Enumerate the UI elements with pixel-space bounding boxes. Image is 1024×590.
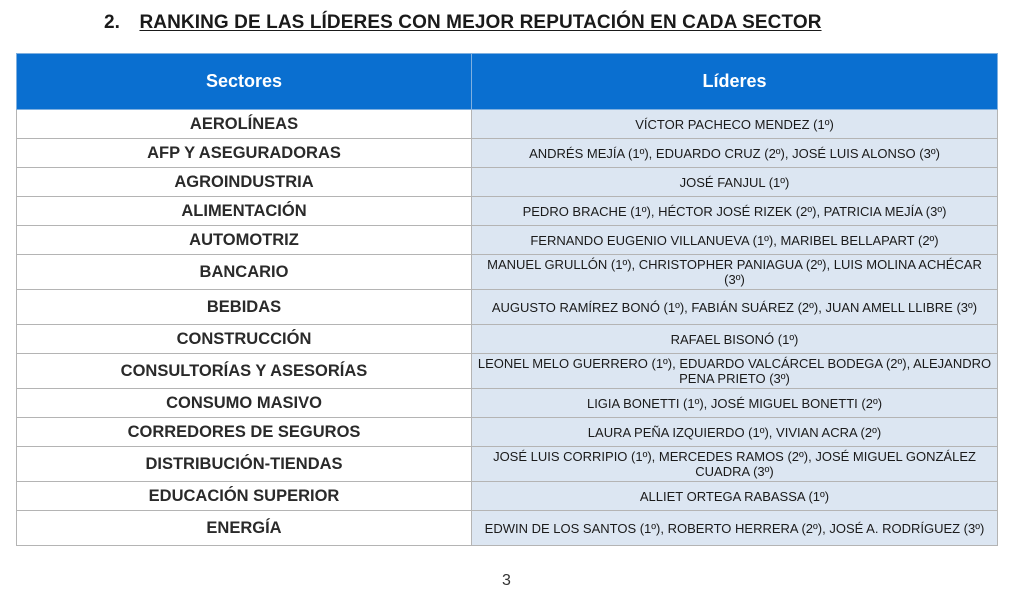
page-number: 3 xyxy=(502,572,511,589)
table-row xyxy=(17,255,998,290)
sector-cell: BANCARIO xyxy=(17,255,472,290)
leaders-cell: ALLIET ORTEGA RABASSA (1º) xyxy=(472,482,998,511)
leaders-cell: RAFAEL BISONÓ (1º) xyxy=(472,325,998,354)
leaders-cell: AUGUSTO RAMÍREZ BONÓ (1º), FABIÁN SUÁREZ (2º), JUAN AMELL LLIBRE (3º) xyxy=(472,290,998,325)
sector-cell: BEBIDAS xyxy=(17,290,472,325)
sector-cell: DISTRIBUCIÓN-TIENDAS xyxy=(17,447,472,482)
table-row xyxy=(17,418,998,447)
table-row xyxy=(17,168,998,197)
sector-cell: ALIMENTACIÓN xyxy=(17,197,472,226)
sector-cell: CONSTRUCCIÓN xyxy=(17,325,472,354)
leaders-cell: LEONEL MELO GUERRERO (1º), EDUARDO VALCÁRCEL BODEGA (2º), ALEJANDRO PENA PRIETO (3º) xyxy=(472,354,998,389)
leaders-cell: ANDRÉS MEJÍA (1º), EDUARDO CRUZ (2º), JOSÉ LUIS ALONSO (3º) xyxy=(472,139,998,168)
sector-cell: ENERGÍA xyxy=(17,511,472,546)
section-number: 2. xyxy=(104,12,121,33)
table-header-row xyxy=(17,54,998,110)
leaders-cell: VÍCTOR PACHECO MENDEZ (1º) xyxy=(472,110,998,139)
sector-cell: EDUCACIÓN SUPERIOR xyxy=(17,482,472,511)
leaders-cell: JOSÉ FANJUL (1º) xyxy=(472,168,998,197)
ranking-table xyxy=(16,53,998,546)
sector-cell: AGROINDUSTRIA xyxy=(17,168,472,197)
leaders-cell: LIGIA BONETTI (1º), JOSÉ MIGUEL BONETTI (2º) xyxy=(472,389,998,418)
table-row xyxy=(17,226,998,255)
table-row xyxy=(17,482,998,511)
leaders-cell: PEDRO BRACHE (1º), HÉCTOR JOSÉ RIZEK (2º), PATRICIA MEJÍA (3º) xyxy=(472,197,998,226)
section-title: RANKING DE LAS LÍDERES CON MEJOR REPUTACIÓN EN CADA SECTOR xyxy=(139,12,822,33)
leaders-cell: MANUEL GRULLÓN (1º), CHRISTOPHER PANIAGUA (2º), LUIS MOLINA ACHÉCAR (3º) xyxy=(472,255,998,290)
header-lideres: Líderes xyxy=(472,54,998,110)
table-row xyxy=(17,139,998,168)
table-row xyxy=(17,325,998,354)
table-row xyxy=(17,197,998,226)
leaders-cell: LAURA PEÑA IZQUIERDO (1º), VIVIAN ACRA (2º) xyxy=(472,418,998,447)
sector-cell: CONSULTORÍAS Y ASESORÍAS xyxy=(17,354,472,389)
table-row xyxy=(17,290,998,325)
leaders-cell: JOSÉ LUIS CORRIPIO (1º), MERCEDES RAMOS (2º), JOSÉ MIGUEL GONZÁLEZ CUADRA (3º) xyxy=(472,447,998,482)
sector-cell: AEROLÍNEAS xyxy=(17,110,472,139)
table-row xyxy=(17,447,998,482)
sector-cell: AUTOMOTRIZ xyxy=(17,226,472,255)
header-sectores: Sectores xyxy=(17,54,472,110)
leaders-cell: FERNANDO EUGENIO VILLANUEVA (1º), MARIBEL BELLAPART (2º) xyxy=(472,226,998,255)
table-row xyxy=(17,389,998,418)
sector-cell: CORREDORES DE SEGUROS xyxy=(17,418,472,447)
table-row xyxy=(17,354,998,389)
sector-cell: AFP Y ASEGURADORAS xyxy=(17,139,472,168)
table-row xyxy=(17,511,998,546)
leaders-cell: EDWIN DE LOS SANTOS (1º), ROBERTO HERRERA (2º), JOSÉ A. RODRÍGUEZ (3º) xyxy=(472,511,998,546)
sector-cell: CONSUMO MASIVO xyxy=(17,389,472,418)
table-row xyxy=(17,110,998,139)
section-heading xyxy=(104,12,822,34)
